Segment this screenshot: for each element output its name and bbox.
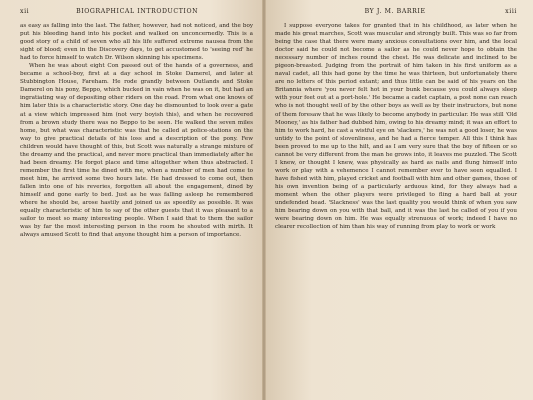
right-running-head	[275, 8, 517, 15]
right-page-text	[275, 22, 517, 231]
right-page	[263, 0, 533, 400]
left-running-head	[20, 8, 253, 15]
paragraph: When he was about eight Con passed out of the hands of a governess, and became a school-boy, first at a day school in Stoke Damerel, and later at Stubbington House, Fareham. He rode grandly between Outlands and Stoke Damerel on his pony, Beppo, which bucked in vain when he was on it, but had an ingratiating way of depositing other riders on the road. From what one knows of him later this is a characteristic story. One day he dismounted to look over a gate at a view which impressed him (not very boyish this), and when he recovered from a brown study there was no Beppo to be seen. He walked the seven miles home, but what was characteristic was that he called at police-stations on the way to give practical details of his loss and a description of the pony. Few children would have thought of this, but Scott was naturally a strange mixture of the dreamy and the practical, and never more practical than immediately after he had been dreamy. He forgot place and time altogether when thus abstracted. I remember the first time he dined with me, when a number of men had come to meet him, he arrived some two hours late. He had dressed to come out, then fallen into one of his reveries, forgotten all about the engagement, dined by himself and gone early to bed. Just as he was falling asleep he remembered where he should be, arose hastily and joined us as speedily as possible. It was equally characteristic of him to say of the other guests that it was pleasant to a sailor to meet so many interesting people. When I said that to them the sailor was by far the most interesting person in the room he shouted with mirth. It always amused Scott to find that anyone thought him a person of importance.	[20, 63, 253, 239]
right-running-title: BY J. M. BARRIE	[364, 8, 426, 15]
left-running-title: BIOGRAPHICAL INTRODUCTION	[76, 8, 199, 15]
left-page-text	[20, 22, 253, 239]
left-page	[0, 0, 263, 400]
book-gutter	[262, 0, 266, 400]
paragraph: I suppose everyone takes for granted that in his childhood, as later when he made his great marches, Scott was muscular and strongly built. This was so far from being the case that there were many anxious consultations over him, and the local doctor said he could not become a sailor as he could never hope to obtain the necessary number of inches round the chest. He was delicate and inclined to be pigeon-breasted. Judging from the portrait of him taken in his first uniform as a naval cadet, all this had gone by the time he was thirteen, but unfortunately there are no letters of this period extant; and thus little can be said of his years on the Britannia where 'you never felt hot in your bunk because you could always sleep with your feet out at a port-hole.' He became a cadet captain, a post none can reach who is not thought well of by the other boys as well as by their instructors, but none of them foresaw that he was likely to become anybody in particular. He was still 'Old Mooney,' as his father had dubbed him, owing to his dreamy mind; it was an effort to him to work hard, he cast a wistful eye on 'slackers,' he was not a good loser, he was untidy to the point of slovenliness, and he had a fierce temper. All this I think has been proved to me up to the hilt, and as I am very sure that the boy of fifteen or so cannot be very different from the man he grows into, it leaves me puzzled. The Scott I knew, or thought I knew, was physically as hard as nails and flung himself into work or play with a vehemence I cannot remember ever to have seen equalled. I have fished with him, played cricket and football with him and other games, those of his own invention being of a particularly arduous kind, for they always had a moment when the other players were privileged to fling a hard ball at your undefended head. 'Slackness' was the last quality you would think of when you saw him bearing down on you with that ball, and it was the last he called of you if you were bearing down on him. He was equally strenuous of work; indeed I have no clearer recollection of him than his way of running from play to work or work	[275, 23, 517, 231]
left-page-number: xii	[20, 8, 30, 15]
paragraph: as easy as falling into the last. The father, however, had not noticed, and the boy put his bleeding hand into his pocket and walked on unconcernedly. This is a good story of a child of seven who all his life suffered extreme nausea from the sight of blood; even in the Discovery days, to get accustomed to 'seeing red' he had to force himself to watch Dr. Wilson skinning his specimens.	[20, 23, 253, 62]
right-page-number: xiii	[505, 8, 517, 15]
